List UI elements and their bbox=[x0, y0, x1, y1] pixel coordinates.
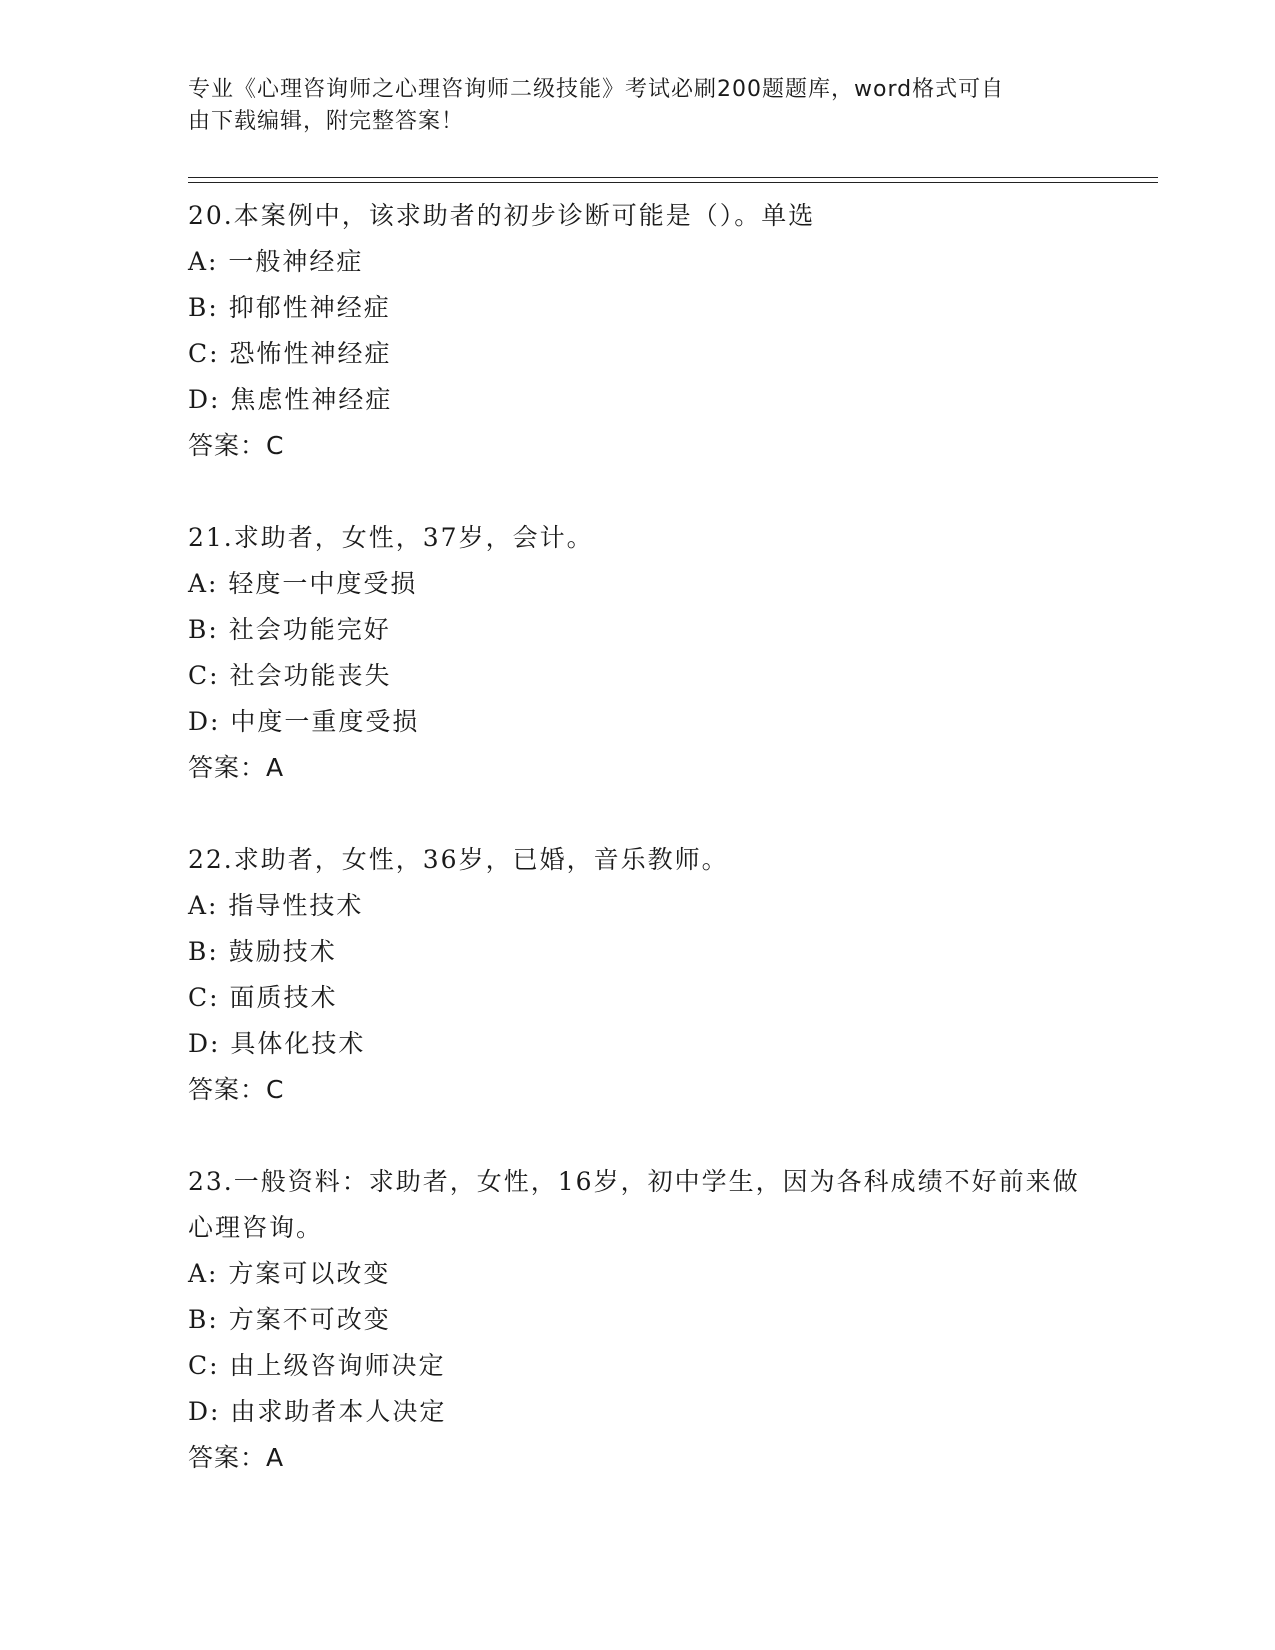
option-b: B: 抑郁性神经症 bbox=[188, 293, 391, 322]
header-divider-top bbox=[188, 177, 1158, 178]
answer-label: 答案： bbox=[188, 1443, 267, 1472]
option-d: D: 由求助者本人决定 bbox=[188, 1397, 447, 1426]
answer-value: C bbox=[266, 431, 285, 460]
question-list bbox=[188, 193, 1088, 1527]
answer-label: 答案： bbox=[188, 753, 267, 782]
option-a: A: 一般神经症 bbox=[188, 247, 364, 276]
answer-value: C bbox=[266, 1075, 285, 1104]
answer-line bbox=[188, 1067, 1088, 1113]
question-stem: 20.本案例中，该求助者的初步诊断可能是（）。单选 bbox=[188, 201, 816, 230]
answer-line bbox=[188, 1435, 1088, 1481]
option-c: C: 由上级咨询师决定 bbox=[188, 1351, 446, 1380]
question-23 bbox=[188, 1159, 1088, 1481]
answer-label: 答案： bbox=[188, 431, 267, 460]
question-stem: 22.求助者，女性，36岁，已婚，音乐教师。 bbox=[188, 845, 729, 874]
answer-value: A bbox=[266, 1443, 285, 1472]
answer-value: A bbox=[266, 753, 285, 782]
header-intro-line-1: 专业《心理咨询师之心理咨询师二级技能》考试必刷200题题库，word格式可自 bbox=[188, 77, 1005, 102]
option-b: B: 社会功能完好 bbox=[188, 615, 391, 644]
option-c: C: 恐怖性神经症 bbox=[188, 339, 392, 368]
question-22 bbox=[188, 837, 1088, 1113]
option-a: A: 指导性技术 bbox=[188, 891, 364, 920]
option-c: C: 面质技术 bbox=[188, 983, 338, 1012]
answer-line bbox=[188, 423, 1088, 469]
question-stem: 23.一般资料：求助者，女性，16岁，初中学生，因为各科成绩不好前来做心理咨询。 bbox=[188, 1167, 1080, 1242]
option-b: B: 鼓励技术 bbox=[188, 937, 337, 966]
question-21 bbox=[188, 515, 1088, 791]
option-c: C: 社会功能丧失 bbox=[188, 661, 392, 690]
option-d: D: 具体化技术 bbox=[188, 1029, 366, 1058]
option-b: B: 方案不可改变 bbox=[188, 1305, 391, 1334]
document-header bbox=[188, 74, 1088, 138]
option-d: D: 焦虑性神经症 bbox=[188, 385, 393, 414]
option-d: D: 中度一重度受损 bbox=[188, 707, 420, 736]
answer-line bbox=[188, 745, 1088, 791]
header-intro-line-2: 由下载编辑，附完整答案！ bbox=[188, 109, 465, 134]
question-stem: 21.求助者，女性，37岁，会计。 bbox=[188, 523, 594, 552]
header-divider-bottom bbox=[188, 182, 1158, 183]
answer-label: 答案： bbox=[188, 1075, 267, 1104]
option-a: A: 方案可以改变 bbox=[188, 1259, 391, 1288]
question-20 bbox=[188, 193, 1088, 469]
option-a: A: 轻度一中度受损 bbox=[188, 569, 418, 598]
